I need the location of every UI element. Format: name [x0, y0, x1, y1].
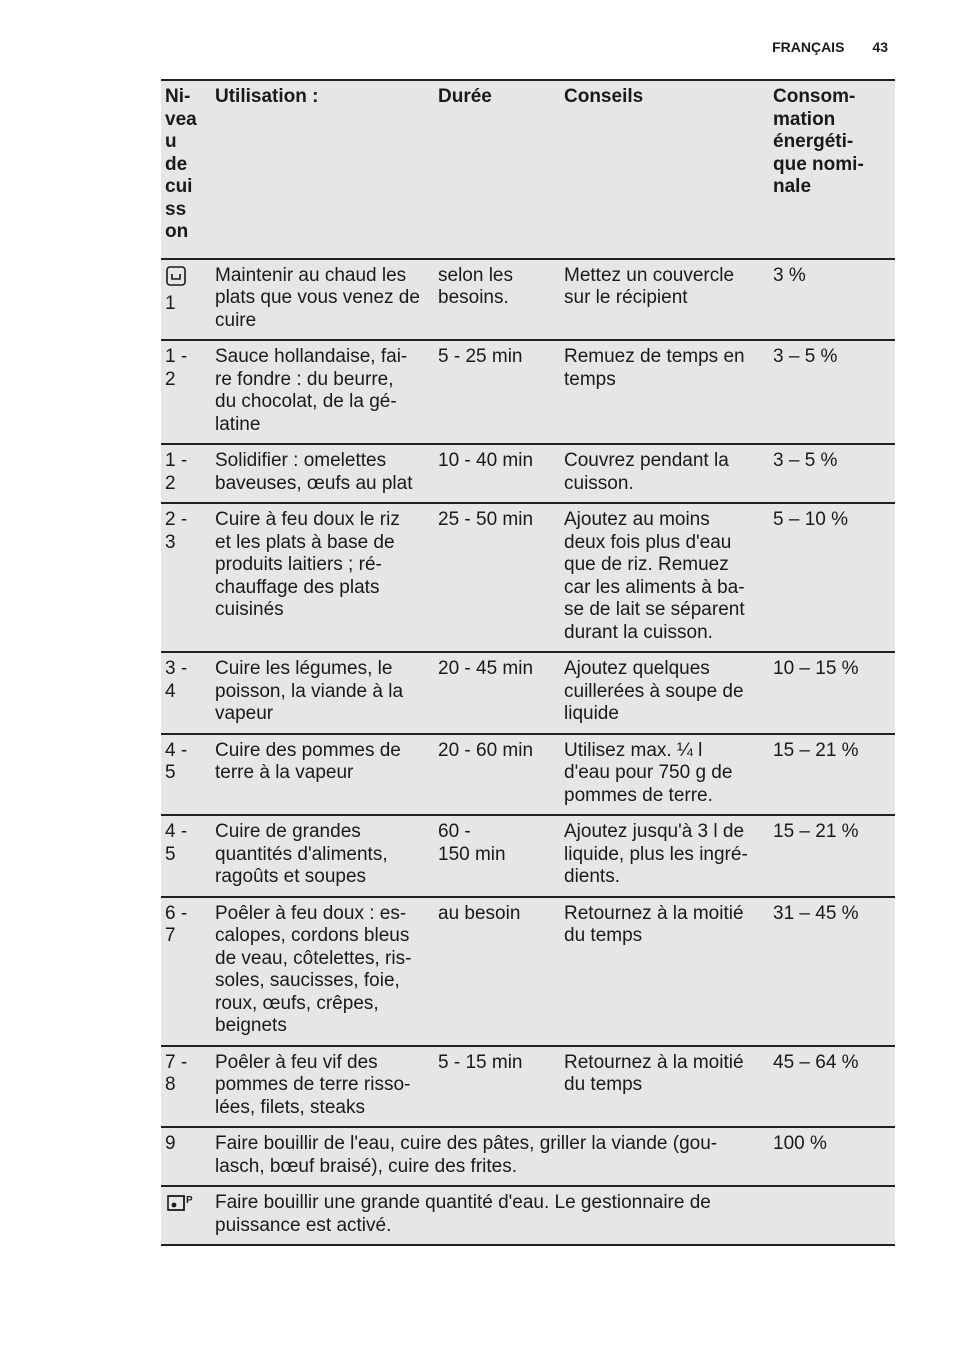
level-cell: 4 - 5: [161, 815, 211, 897]
level-cell: 3 - 4: [161, 652, 211, 734]
usage-cell: Poêler à feu doux : es- calopes, cordons bleus de veau, côtelettes, ris- soles, saucisses, foie, roux, œufs, crêpes, beignets: [211, 897, 434, 1046]
level-cell: 9: [161, 1127, 211, 1186]
usage-cell: Faire bouillir une grande quantité d'eau. Le gestionnaire de puissance est activé.: [211, 1186, 895, 1245]
tips-cell: Retournez à la moitié du temps: [560, 1046, 769, 1128]
tips-cell: Ajoutez au moins deux fois plus d'eau que de riz. Remuez car les aliments à ba- se de lait se séparent durant la cuisson.: [560, 503, 769, 652]
duration-cell: 60 - 150 min: [434, 815, 560, 897]
level-cell: 1 - 2: [161, 444, 211, 503]
energy-cell: 100 %: [769, 1127, 895, 1186]
energy-cell: 15 – 21 %: [769, 815, 895, 897]
level-cell: [161, 1186, 211, 1245]
energy-cell: 3 – 5 %: [769, 444, 895, 503]
table-row: [161, 259, 895, 341]
table-row: [161, 815, 895, 897]
duration-cell: 5 - 15 min: [434, 1046, 560, 1128]
energy-cell: 15 – 21 %: [769, 734, 895, 816]
tips-cell: Remuez de temps en temps: [560, 340, 769, 444]
svg-text:P: P: [186, 1195, 193, 1206]
duration-cell: au besoin: [434, 897, 560, 1046]
table-row: [161, 1127, 895, 1186]
usage-cell: Cuire les légumes, le poisson, la viande à la vapeur: [211, 652, 434, 734]
cooking-settings-table: [161, 79, 895, 1246]
table-row: [161, 734, 895, 816]
page-number: 43: [872, 39, 888, 55]
table-row: [161, 340, 895, 444]
col-header-energy: Consom- mation énergéti- que nomi- nale: [769, 80, 895, 259]
energy-cell: 3 – 5 %: [769, 340, 895, 444]
tips-cell: Mettez un couvercle sur le récipient: [560, 259, 769, 341]
col-header-level: Ni- vea u de cui ss on: [161, 80, 211, 259]
duration-cell: 10 - 40 min: [434, 444, 560, 503]
usage-cell: Sauce hollandaise, fai- re fondre : du beurre, du chocolat, de la gé- latine: [211, 340, 434, 444]
duration-cell: 20 - 60 min: [434, 734, 560, 816]
table-row: [161, 1046, 895, 1128]
page-header: [772, 39, 888, 55]
keep-warm-icon: [165, 265, 187, 294]
energy-cell: 3 %: [769, 259, 895, 341]
duration-cell: 20 - 45 min: [434, 652, 560, 734]
table-row: [161, 503, 895, 652]
tips-cell: Utilisez max. ¼ l d'eau pour 750 g de pommes de terre.: [560, 734, 769, 816]
table-row: [161, 444, 895, 503]
duration-cell: selon les besoins.: [434, 259, 560, 341]
level-cell: 7 - 8: [161, 1046, 211, 1128]
usage-cell: Poêler à feu vif des pommes de terre risso- lées, filets, steaks: [211, 1046, 434, 1128]
duration-cell: 25 - 50 min: [434, 503, 560, 652]
energy-cell: 10 – 15 %: [769, 652, 895, 734]
level-cell: 1 - 2: [161, 340, 211, 444]
language-label: FRANÇAIS: [772, 39, 845, 55]
level-cell: 4 - 5: [161, 734, 211, 816]
table-row: [161, 897, 895, 1046]
tips-cell: Couvrez pendant la cuisson.: [560, 444, 769, 503]
usage-cell: Cuire des pommes de terre à la vapeur: [211, 734, 434, 816]
level-cell: 2 - 3: [161, 503, 211, 652]
tips-cell: Ajoutez jusqu'à 3 l de liquide, plus les ingré- dients.: [560, 815, 769, 897]
usage-cell: Cuire de grandes quantités d'aliments, ragoûts et soupes: [211, 815, 434, 897]
table-header-row: [161, 80, 895, 259]
col-header-tips: Conseils: [560, 80, 769, 259]
tips-cell: Retournez à la moitié du temps: [560, 897, 769, 1046]
table-row: [161, 1186, 895, 1245]
usage-cell: Cuire à feu doux le riz et les plats à base de produits laitiers ; ré- chauffage des plats cuisinés: [211, 503, 434, 652]
level-cell: 6 - 7: [161, 897, 211, 1046]
energy-cell: 45 – 64 %: [769, 1046, 895, 1128]
power-boost-icon: [165, 1192, 195, 1221]
usage-cell: Faire bouillir de l'eau, cuire des pâtes, griller la viande (gou- lasch, bœuf braisé), cuire des frites.: [211, 1127, 769, 1186]
duration-cell: 5 - 25 min: [434, 340, 560, 444]
energy-cell: 5 – 10 %: [769, 503, 895, 652]
tips-cell: Ajoutez quelques cuillerées à soupe de liquide: [560, 652, 769, 734]
energy-cell: 31 – 45 %: [769, 897, 895, 1046]
usage-cell: Solidifier : omelettes baveuses, œufs au plat: [211, 444, 434, 503]
col-header-duration: Durée: [434, 80, 560, 259]
level-value: 1: [165, 293, 176, 314]
col-header-usage: Utilisation :: [211, 80, 434, 259]
level-cell: [161, 259, 211, 341]
usage-cell: Maintenir au chaud les plats que vous venez de cuire: [211, 259, 434, 341]
table-row: [161, 652, 895, 734]
